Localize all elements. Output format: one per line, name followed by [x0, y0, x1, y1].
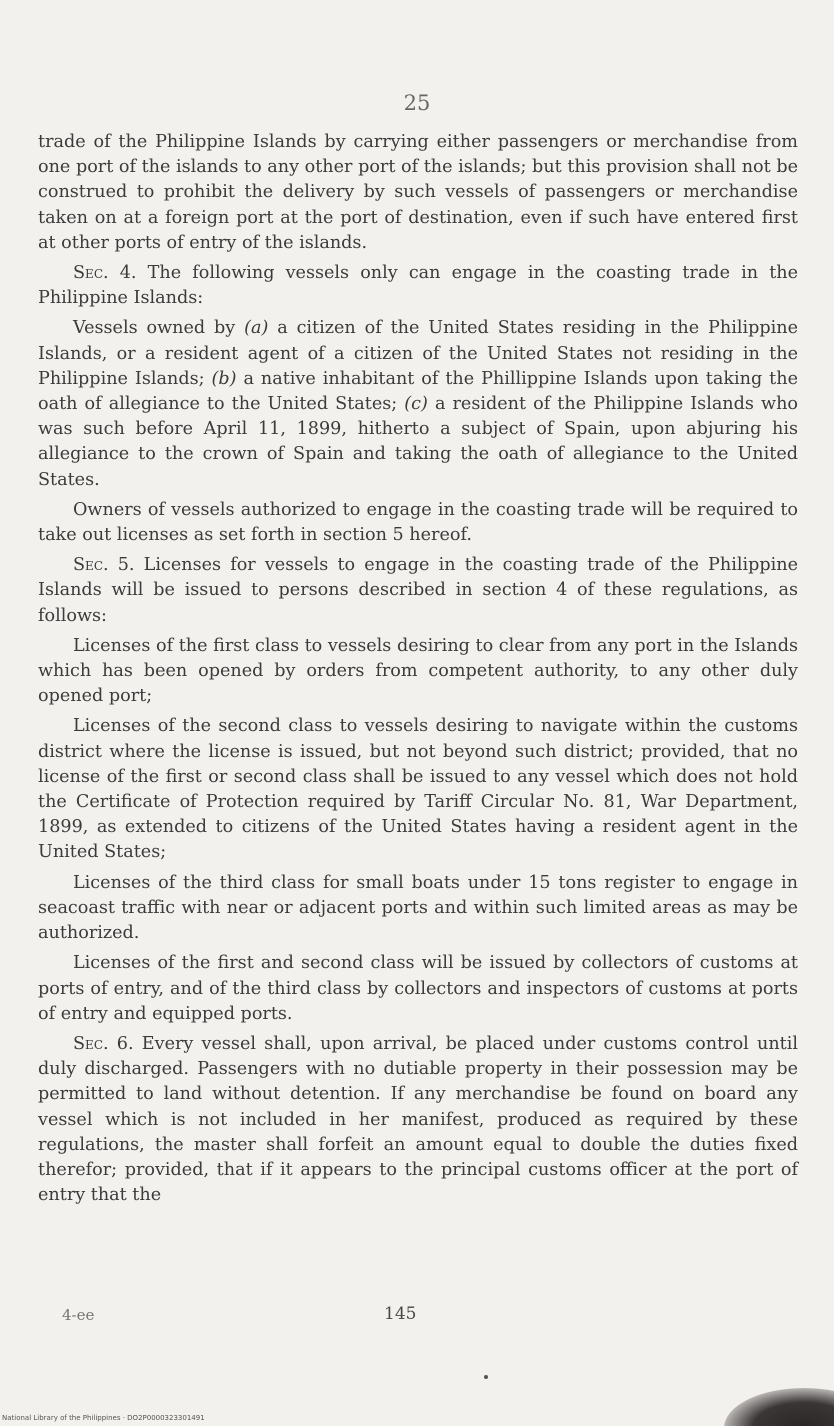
page-number: 25 — [403, 91, 431, 115]
paragraph-text: Licenses of the third class for small boats under 15 tons register to engage in seacoast traffic with near or adjacent ports and within such limited areas as may be authorized. — [38, 872, 798, 944]
paragraph-text: Licenses of the second class to vessels desiring to navigate within the customs district where the license is issued, but not beyond such district; provided, that no license of the first or second class shall be issued to any vessel which does not hold the Certificate of Protection required by Tariff Circular No. 81, War Department, 1899, as extended to citizens of the United States having a resident agent in the United States; — [38, 716, 798, 863]
paragraph-text: Vessels owned by — [73, 318, 245, 339]
section-label: Sec. 6. — [73, 1033, 134, 1054]
body-text — [38, 130, 798, 1213]
paragraph-text: Licenses for vessels to engage in the coasting trade of the Philippine Islands will be issued to persons described in section 4 of these regulations, as follows: — [38, 555, 799, 626]
paragraph-text: trade of the Philippine Islands by carrying either passengers or merchandise from one port of the islands to any other port of the islands; but this provision shall not be construed to prohibit the delivery by such vessels of passengers or merchandise taken on at a foreign port at the port of destination, even if such have entered first at other ports of entry of the islands. — [38, 132, 798, 253]
section-label: Sec. 5. — [73, 555, 135, 576]
section-label: Sec. 4. — [73, 263, 137, 284]
paragraph-text: a resident of the Philippine Islands who was such before April 11, 1899, hitherto a subject of Spain, upon abjuring his allegiance to the crown of Spain and taking the oath of allegiance to the United States. — [38, 394, 798, 490]
scan-thumb-shadow — [724, 1388, 834, 1426]
clause-marker: (a) — [244, 318, 269, 339]
scan-credit: National Library of the Philippines · DO2P0000323301491 — [2, 1414, 205, 1422]
scan-speck — [484, 1375, 488, 1379]
paragraph-text: a citizen of the United States residing in the Philippine Islands, or a resident agent of a citizen of the United States not residing in the Philippine Islands; — [38, 318, 798, 389]
section-4-heading-paragraph — [38, 261, 798, 311]
section-6-heading-paragraph — [38, 1032, 798, 1208]
signature-mark: 4-ee — [62, 1306, 95, 1324]
vessel-owners-paragraph — [38, 316, 798, 492]
paragraph-text: a native inhabitant of the Phillippine Islands upon taking the oath of allegiance to the United States; — [38, 368, 798, 415]
paragraph-text: Every vessel shall, upon arrival, be placed under customs control until duly discharged. Passengers with no dutiable property in their possession may be permitted to land without detention. If any merchandise be found on board any vessel which is not included in her manifest, produced as required by these regulations, the master shall forfeit an amount equal to double the duties fixed therefor; provided, that if it appears to the principal customs officer at the port of entry that the — [38, 1033, 798, 1206]
paragraph — [38, 130, 798, 256]
paragraph-text: Owners of vessels authorized to engage in the coasting trade will be required to take out licenses as set forth in section 5 hereof. — [38, 499, 798, 546]
printed-page-number: 145 — [384, 1304, 417, 1324]
paragraph — [38, 871, 798, 947]
clause-marker: (b) — [211, 368, 237, 389]
clause-marker: (c) — [404, 394, 428, 415]
section-5-heading-paragraph — [38, 553, 798, 629]
paragraph-text: The following vessels only can engage in the coasting trade in the Philippine Islands: — [38, 263, 799, 309]
paragraph — [38, 951, 798, 1027]
paragraph — [38, 498, 798, 548]
paragraph-text: Licenses of the first and second class will be issued by collectors of customs at ports of entry, and of the third class by collectors and inspectors of customs at ports of entry and equipped ports. — [38, 953, 798, 1024]
paragraph — [38, 634, 798, 710]
paragraph-text: Licenses of the first class to vessels desiring to clear from any port in the Islands which has been opened by orders from competent authority, to any other duly opened port; — [38, 635, 798, 707]
paragraph — [38, 714, 798, 865]
